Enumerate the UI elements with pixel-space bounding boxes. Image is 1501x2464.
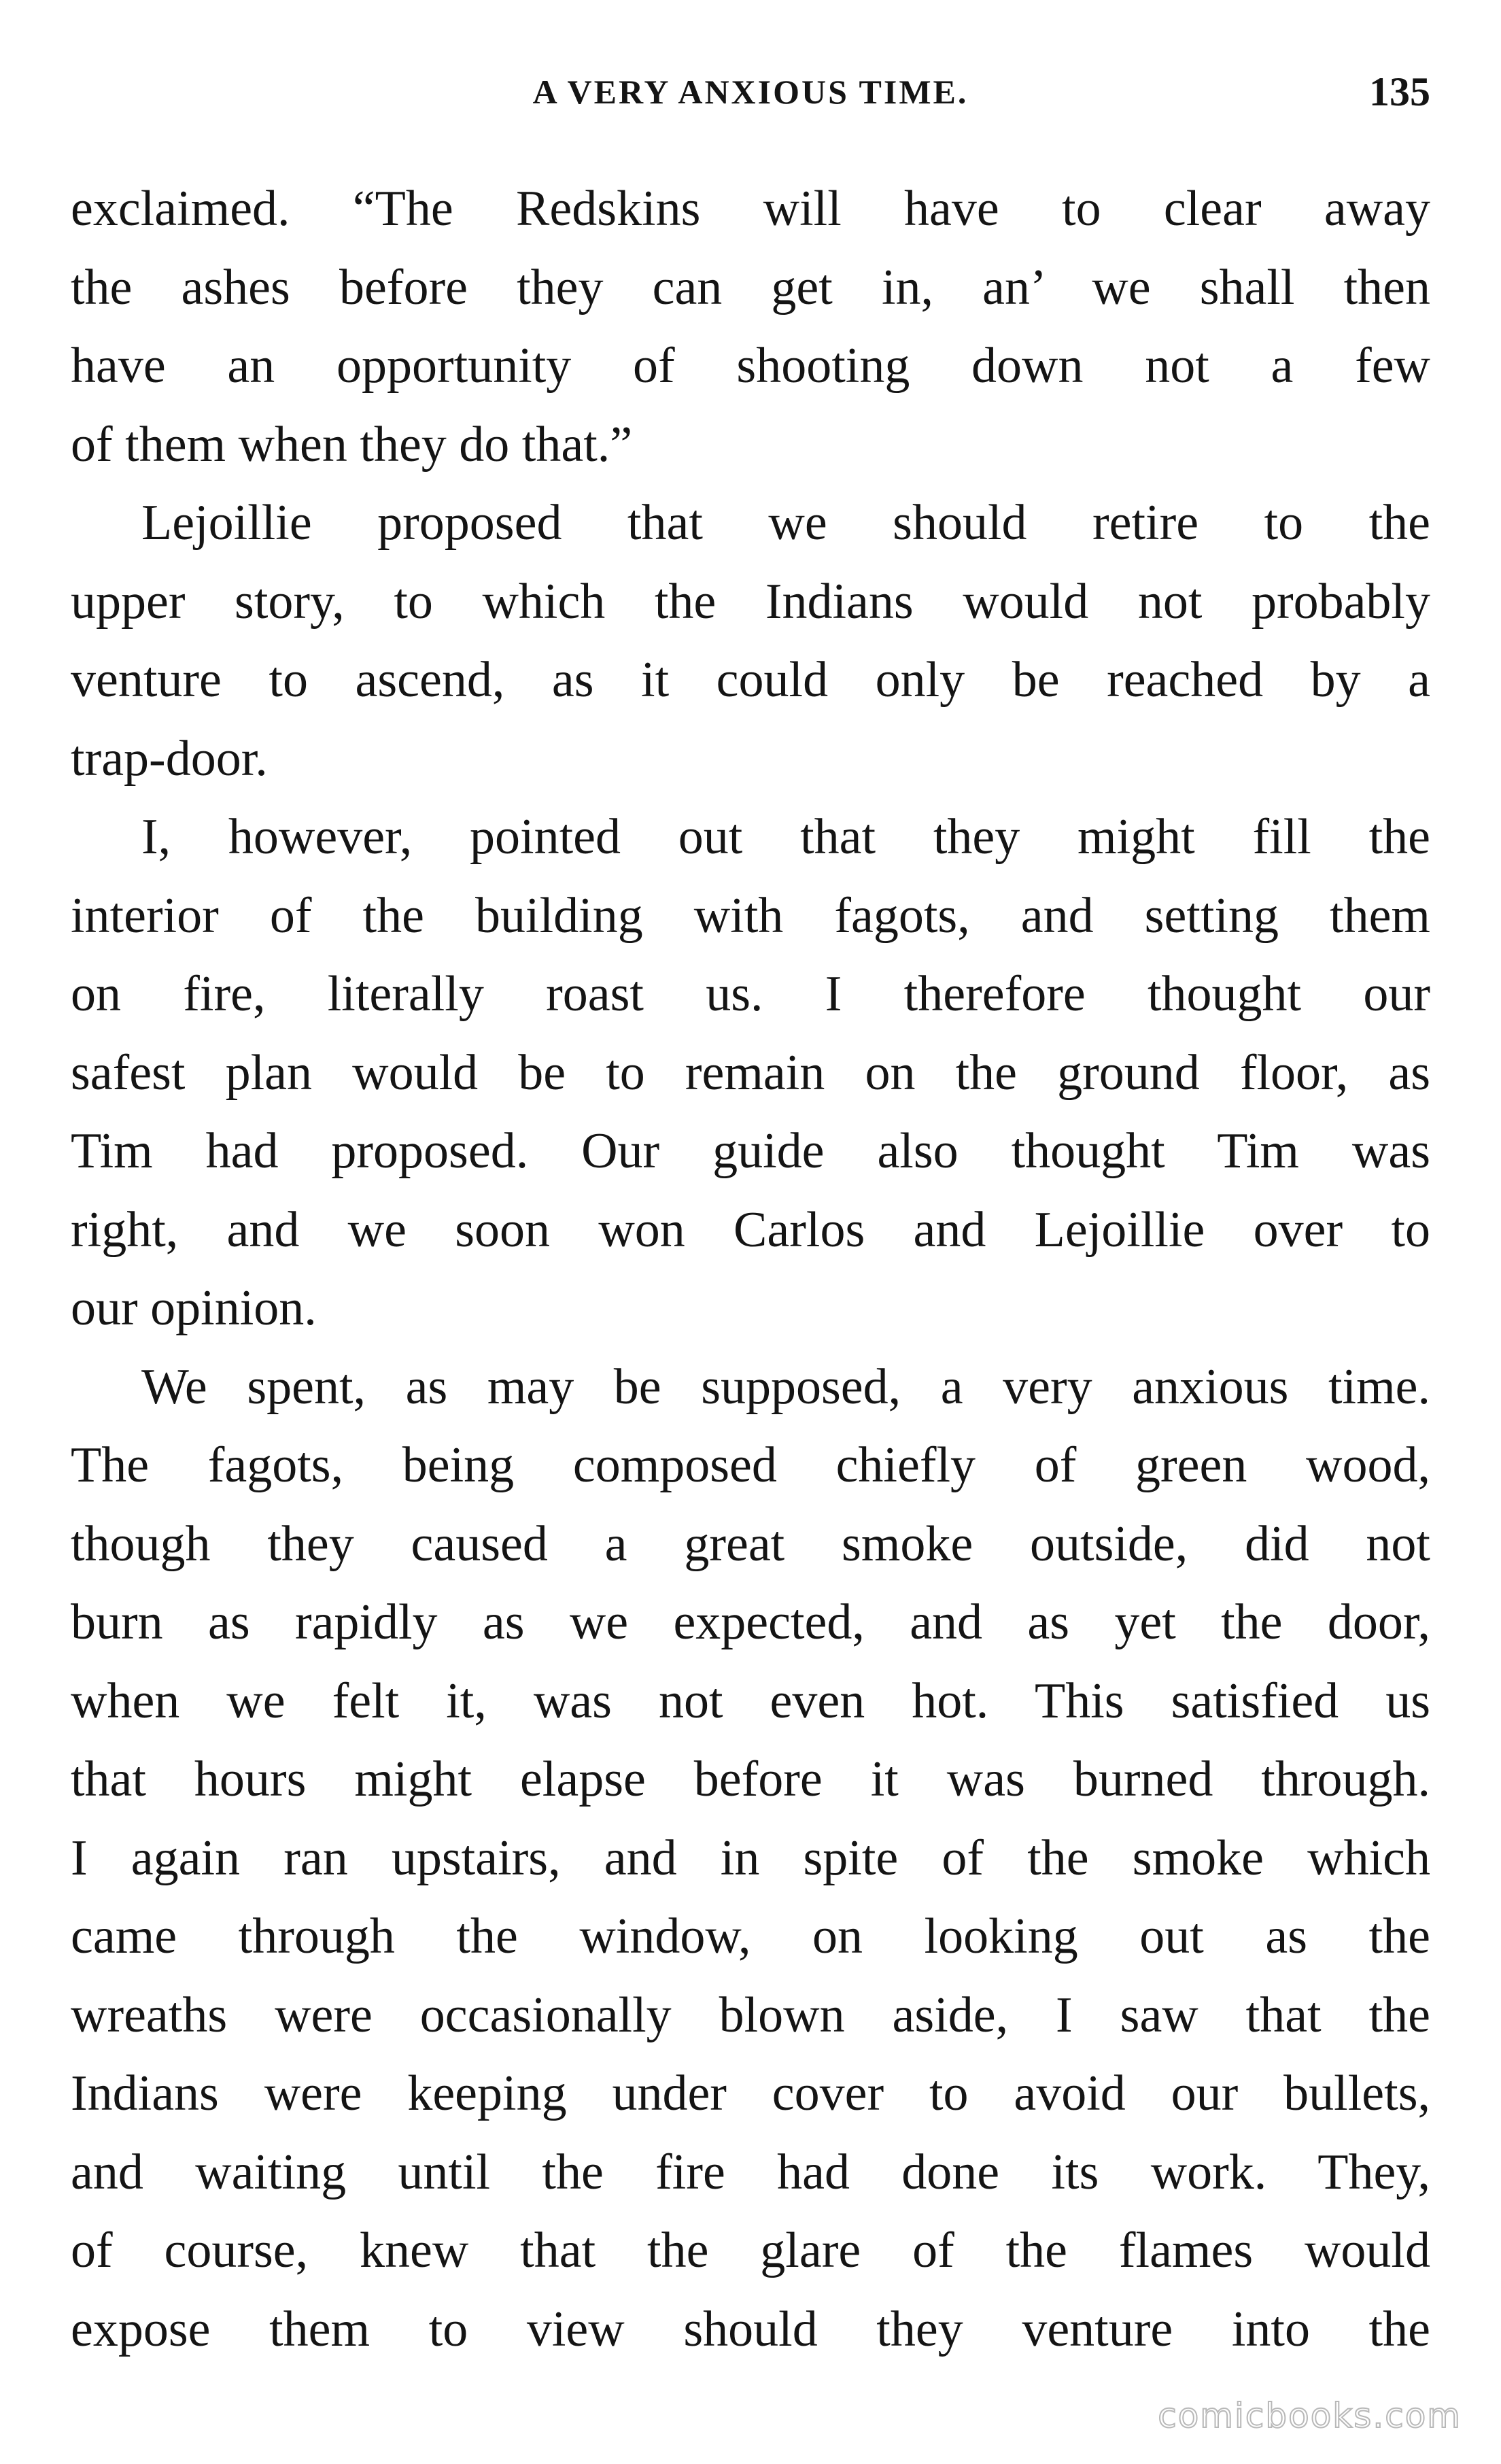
text-line: venture to ascend, as it could only be reached by a xyxy=(71,652,1430,708)
text-line: Indians were keeping under cover to avoid our bullets, xyxy=(71,2066,1430,2121)
text-line: of course, knew that the glare of the flames would xyxy=(71,2223,1430,2278)
text-line: I again ran upstairs, and in spite of the smoke which xyxy=(71,1830,1430,1886)
running-title: A VERY ANXIOUS TIME. xyxy=(532,73,969,111)
text-line: trap-door. xyxy=(71,730,268,787)
text-line: burn as rapidly as we expected, and as yet the door, xyxy=(71,1594,1430,1650)
text-line: though they caused a great smoke outside, did not xyxy=(71,1516,1430,1572)
text-line: on fire, literally roast us. I therefore thought our xyxy=(71,966,1430,1022)
text-line: We spent, as may be supposed, a very anxious time. xyxy=(141,1358,1430,1415)
text-line: wreaths were occasionally blown aside, I saw that the xyxy=(71,1987,1430,2043)
text-line: I, however, pointed out that they might fill the xyxy=(141,809,1430,865)
text-line: our opinion. xyxy=(71,1280,317,1336)
text-line: expose them to view should they venture into the xyxy=(71,2301,1430,2357)
text-line: and waiting until the fire had done its work. They, xyxy=(71,2144,1430,2200)
text-line: upper story, to which the Indians would not probably xyxy=(71,573,1430,630)
text-line: exclaimed. “The Redskins will have to clear away xyxy=(71,181,1430,237)
text-line: interior of the building with fagots, and setting them xyxy=(71,887,1430,944)
text-line: the ashes before they can get in, an’ we shall then xyxy=(71,259,1430,315)
page-number: 135 xyxy=(1369,69,1430,114)
text-line: of them when they do that.” xyxy=(71,416,633,473)
text-line: when we felt it, was not even hot. This satisfied us xyxy=(71,1673,1430,1729)
text-line: Tim had proposed. Our guide also thought Tim was xyxy=(71,1123,1430,1179)
text-line: Lejoillie proposed that we should retire to the xyxy=(141,495,1430,551)
text-line: right, and we soon won Carlos and Lejoillie over to xyxy=(71,1201,1430,1258)
body-text xyxy=(71,170,1430,2369)
text-line: that hours might elapse before it was burned through. xyxy=(71,1751,1430,1807)
text-line: The fagots, being composed chiefly of green wood, xyxy=(71,1437,1430,1493)
watermark: comicbooks.com xyxy=(1158,2396,1462,2435)
text-line: have an opportunity of shooting down not a few xyxy=(71,338,1430,394)
text-line: safest plan would be to remain on the ground floor, as xyxy=(71,1044,1430,1101)
text-line: came through the window, on looking out as the xyxy=(71,1909,1430,1964)
running-head xyxy=(71,68,1430,116)
